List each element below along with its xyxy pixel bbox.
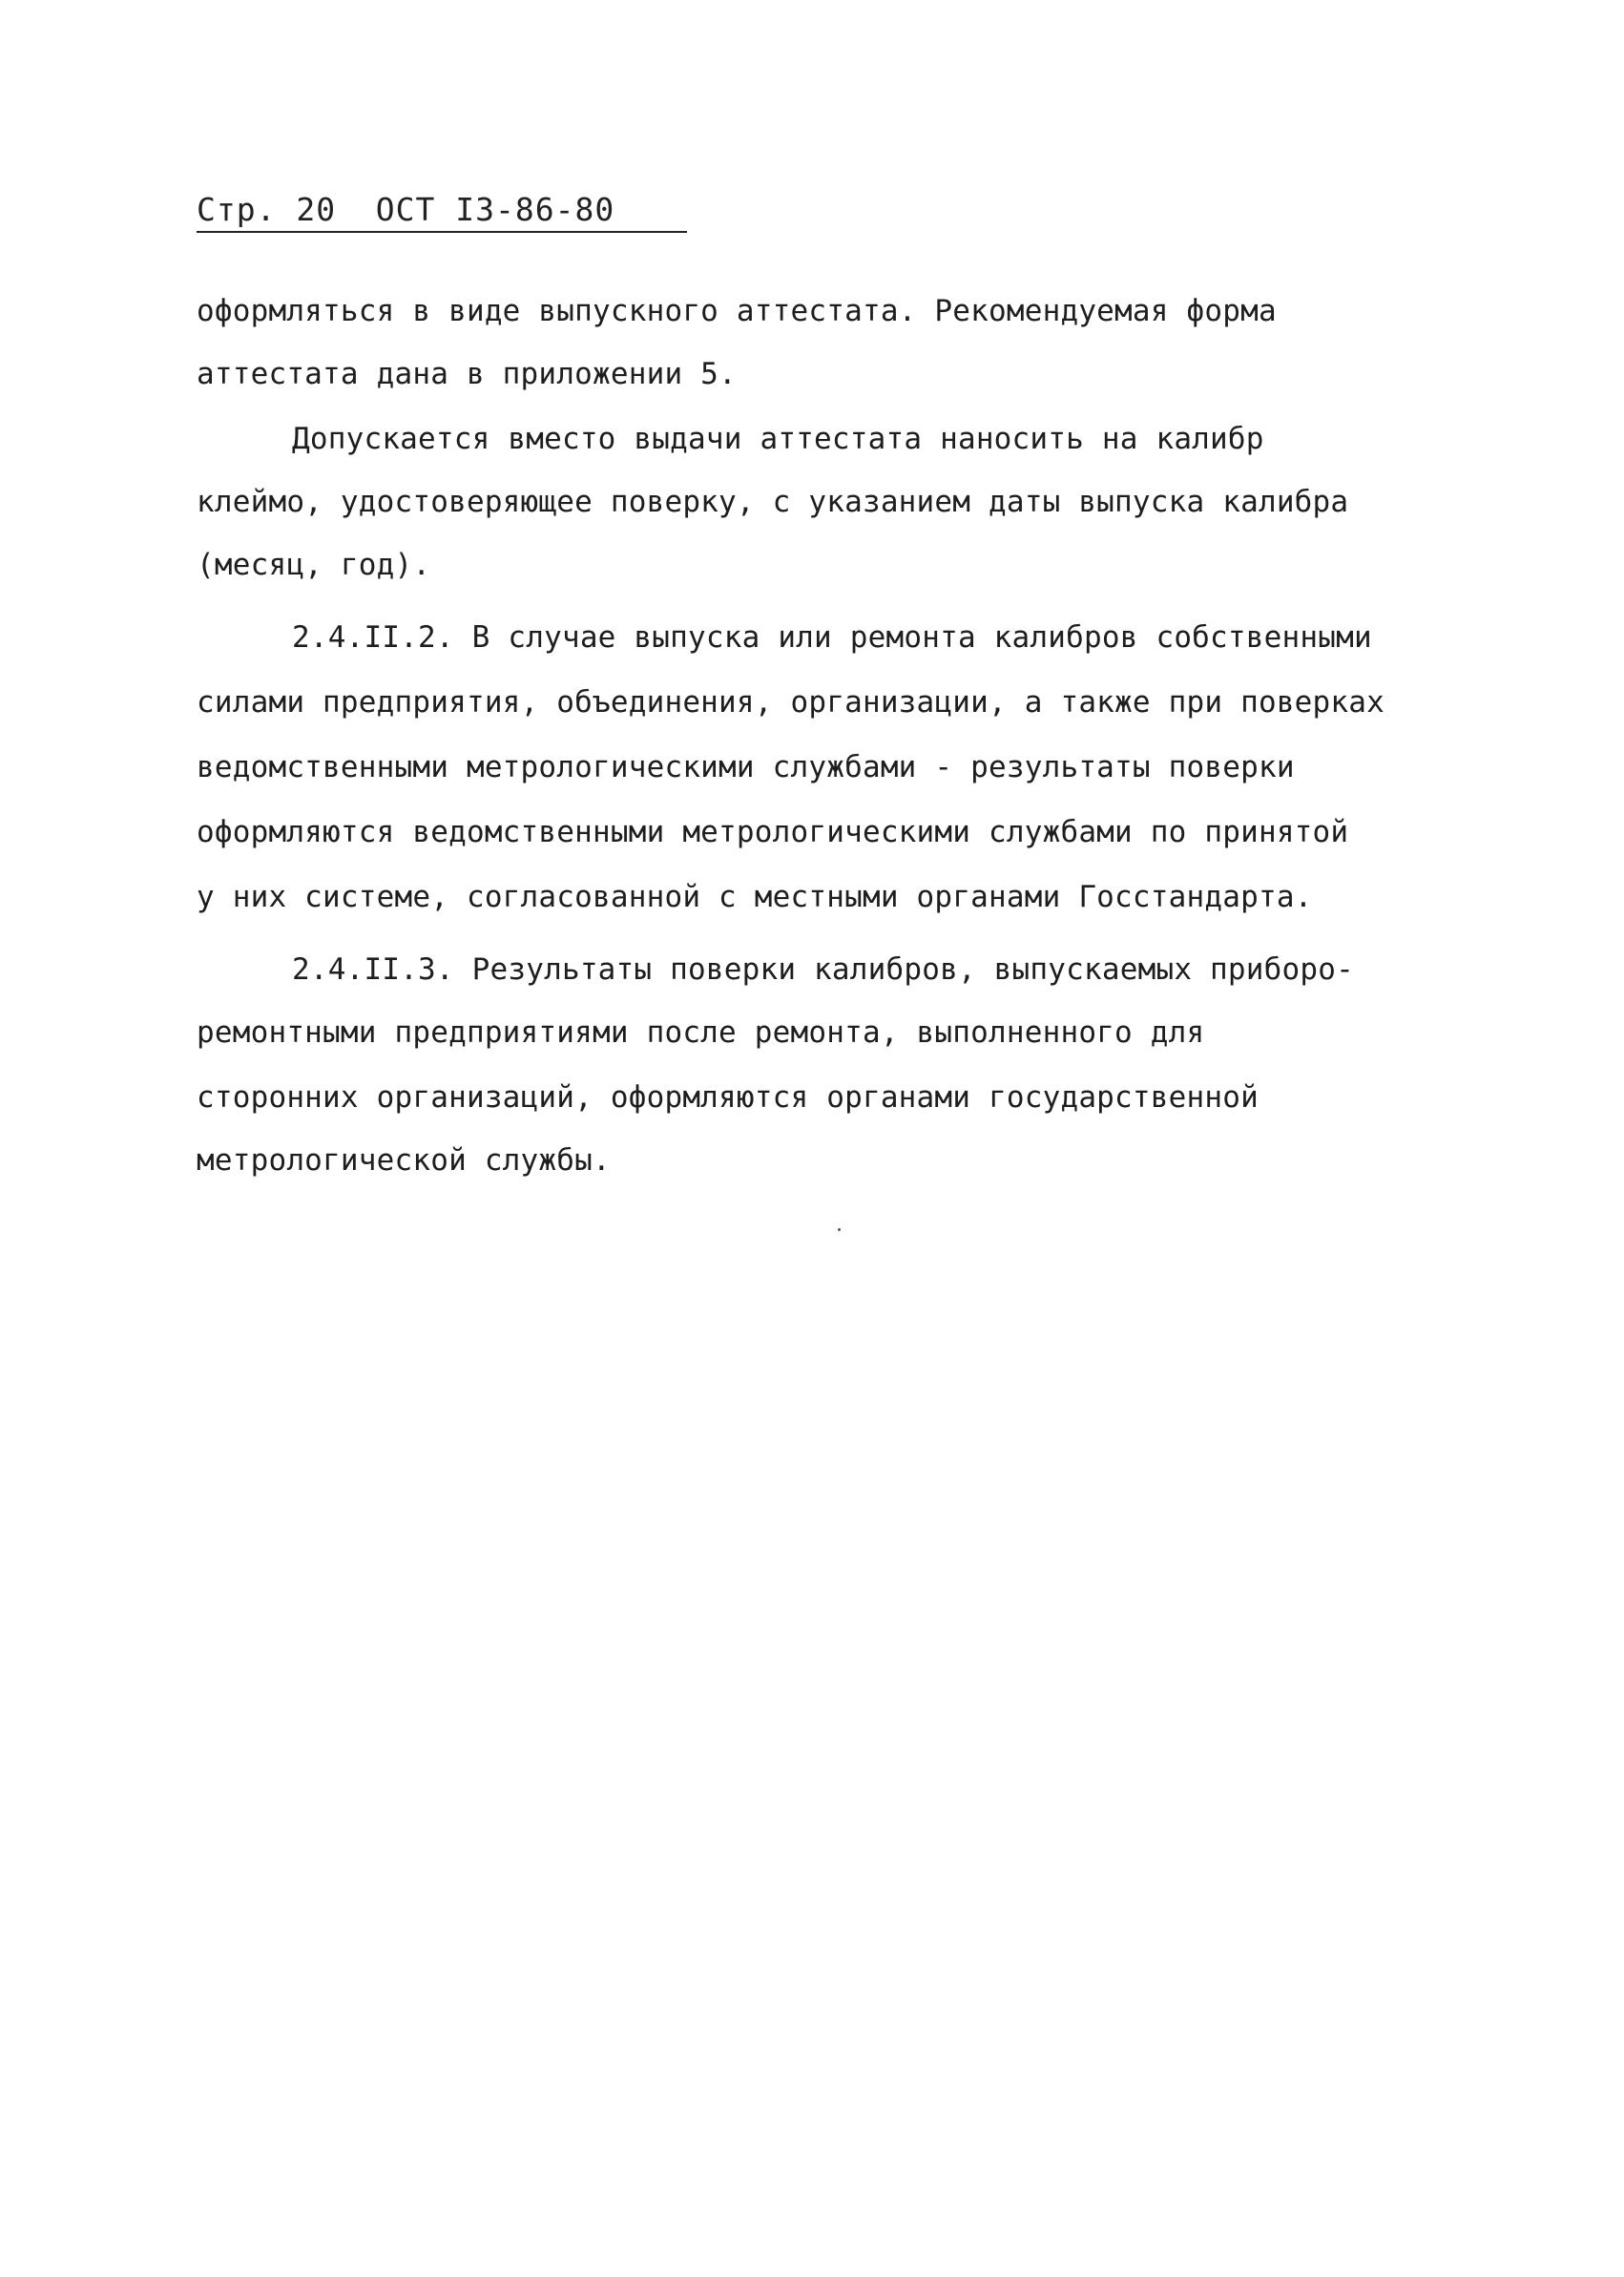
body-line-1: оформляться в виде выпускного аттестата. Рекомендуемая форма xyxy=(197,294,1277,328)
body-line-6: 2.4.II.2. В случае выпуска или ремонта калибров собственными xyxy=(292,620,1372,655)
body-line-7: силами предприятия, объединения, организации, а также при поверках xyxy=(197,685,1385,720)
body-line-14: метрологической службы. xyxy=(197,1143,611,1178)
body-line-12: ремонтными предприятиями после ремонта, выполненного для xyxy=(197,1015,1205,1050)
body-line-8: ведомственными метрологическими службами - результаты поверки xyxy=(197,750,1295,784)
body-line-10: у них системе, согласованной с местными органами Госстандарта. xyxy=(197,880,1313,914)
body-line-2: аттестата дана в приложении 5. xyxy=(197,357,737,391)
body-line-13: сторонних организаций, оформляются органами государственной xyxy=(197,1080,1259,1115)
body-line-4: клеймо, удостоверяющее поверку, с указанием даты выпуска калибра xyxy=(197,485,1349,519)
page-header: Стр. 20 ОСТ I3-86-80 xyxy=(197,191,615,228)
body-line-3: Допускается вместо выдачи аттестата наносить на калибр xyxy=(292,422,1264,456)
body-line-9: оформляются ведомственными метрологическими службами по принятой xyxy=(197,815,1349,849)
body-line-11: 2.4.II.3. Результаты поверки калибров, выпускаемых приборо- xyxy=(292,952,1354,987)
body-line-5: (месяц, год). xyxy=(197,548,431,582)
speck-mark xyxy=(838,1228,841,1231)
header-underline xyxy=(197,231,687,233)
